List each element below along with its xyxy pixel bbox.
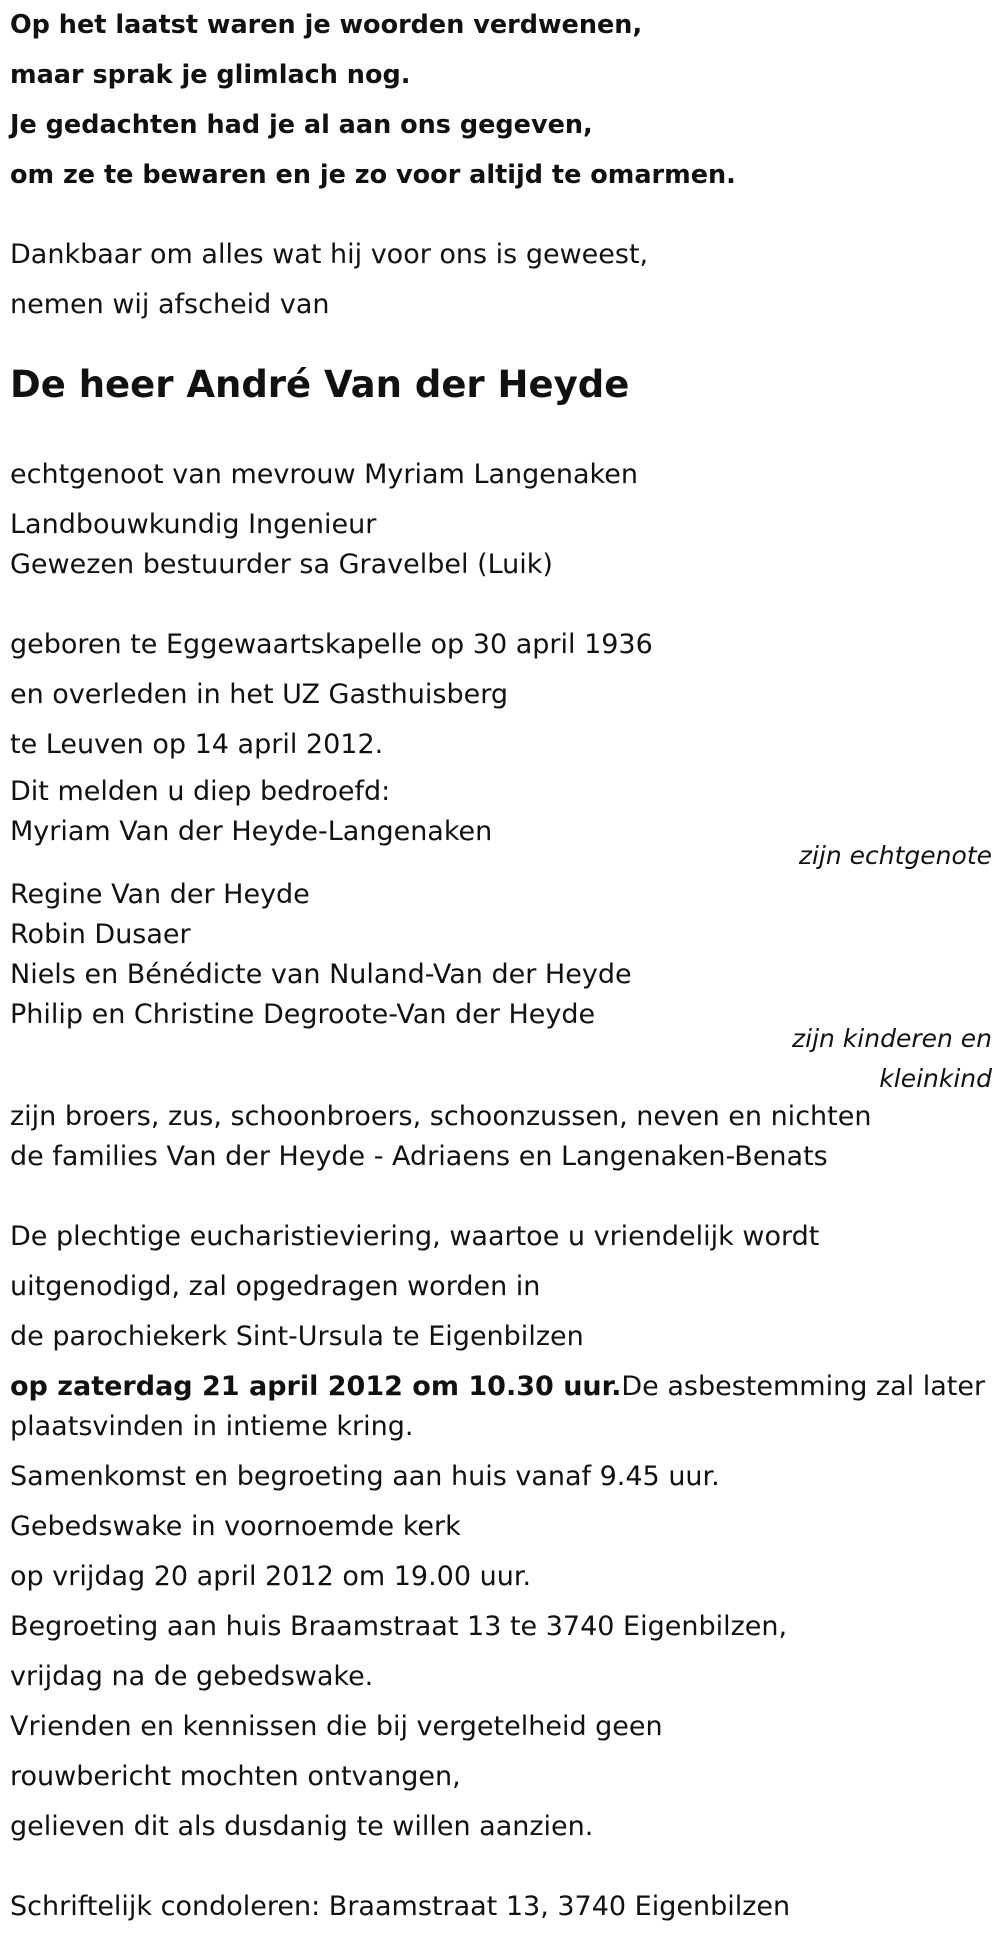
- ceremony-line: Begroeting aan huis Braamstraat 13 te 3740 Eigenbilzen,: [10, 1611, 788, 1642]
- ceremony-line: Samenkomst en begroeting aan huis vanaf 9.45 uur.: [10, 1461, 720, 1492]
- ceremony-line: plaatsvinden in intieme kring.: [10, 1411, 414, 1442]
- ceremony-line: gelieven dit als dusdanig te willen aanzien.: [10, 1811, 594, 1842]
- child-name: Philip en Christine Degroote-Van der Heyde: [10, 999, 596, 1030]
- poem-line: maar sprak je glimlach nog.: [10, 60, 411, 90]
- life-line: Dit melden u diep bedroefd:: [10, 776, 391, 807]
- family-line: de families Van der Heyde - Adriaens en Langenaken-Benats: [10, 1141, 828, 1172]
- spouse-name: Myriam Van der Heyde-Langenaken: [10, 816, 493, 847]
- ceremony-line: De plechtige eucharistieviering, waartoe u vriendelijk wordt: [10, 1221, 820, 1252]
- ceremony-date-rest: De asbestemming zal later: [621, 1371, 986, 1402]
- condolences-line: Schriftelijk condoleren: Braamstraat 13, 3740 Eigenbilzen: [10, 1891, 791, 1922]
- life-line: en overleden in het UZ Gasthuisberg: [10, 679, 508, 710]
- detail-line: Landbouwkundig Ingenieur: [10, 509, 377, 540]
- child-name: Regine Van der Heyde: [10, 879, 310, 910]
- poem-line: om ze te bewaren en je zo voor altijd te omarmen.: [10, 160, 736, 190]
- poem-line: Je gedachten had je al aan ons gegeven,: [10, 110, 593, 140]
- ceremony-line: vrijdag na de gebedswake.: [10, 1661, 374, 1692]
- children-role: zijn kinderen en: [792, 1024, 992, 1053]
- child-name: Robin Dusaer: [10, 919, 191, 950]
- detail-line: echtgenoot van mevrouw Myriam Langenaken: [10, 459, 638, 490]
- life-line: te Leuven op 14 april 2012.: [10, 729, 384, 760]
- intro-line: nemen wij afscheid van: [10, 289, 330, 320]
- family-line: zijn broers, zus, schoonbroers, schoonzussen, neven en nichten: [10, 1101, 872, 1132]
- poem-line: Op het laatst waren je woorden verdwenen,: [10, 10, 643, 40]
- child-name: Niels en Bénédicte van Nuland-Van der Heyde: [10, 959, 632, 990]
- ceremony-line: Gebedswake in voornoemde kerk: [10, 1511, 461, 1542]
- ceremony-line: de parochiekerk Sint-Ursula te Eigenbilzen: [10, 1321, 584, 1352]
- ceremony-line: Vrienden en kennissen die bij vergetelheid geen: [10, 1711, 663, 1742]
- ceremony-line: rouwbericht mochten ontvangen,: [10, 1761, 461, 1792]
- detail-line: Gewezen bestuurder sa Gravelbel (Luik): [10, 549, 553, 580]
- life-line: geboren te Eggewaartskapelle op 30 april 1936: [10, 629, 653, 660]
- children-role: kleinkind: [879, 1064, 992, 1093]
- ceremony-date-line: [10, 1370, 985, 1404]
- spouse-role: zijn echtgenote: [798, 841, 992, 870]
- ceremony-line: uitgenodigd, zal opgedragen worden in: [10, 1271, 541, 1302]
- ceremony-date: op zaterdag 21 april 2012 om 10.30 uur.: [10, 1371, 622, 1402]
- deceased-name: De heer André Van der Heyde: [10, 363, 630, 406]
- intro-line: Dankbaar om alles wat hij voor ons is geweest,: [10, 239, 649, 270]
- ceremony-line: op vrijdag 20 april 2012 om 19.00 uur.: [10, 1561, 532, 1592]
